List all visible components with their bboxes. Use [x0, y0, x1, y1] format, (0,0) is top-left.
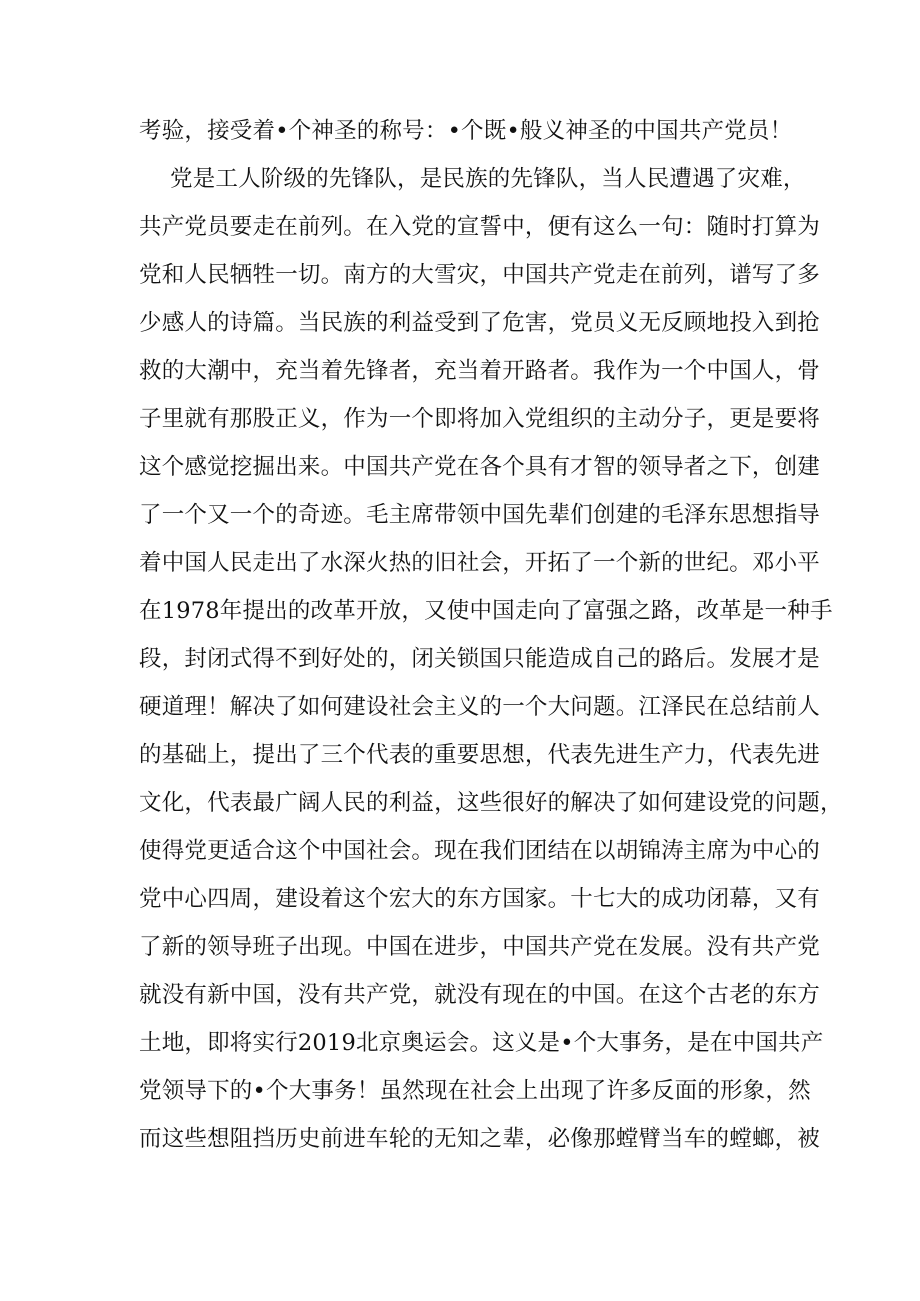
- text-line: 这个感觉挖掘出来。中国共产党在各个具有才智的领导者之下，创建: [139, 454, 821, 480]
- text-line: 段，封闭式得不到好处的，闭关锁国只能造成自己的路后。发展才是: [139, 646, 821, 672]
- text-line: 就没有新中国，没有共产党，就没有现在的中国。在这个古老的东方: [139, 982, 821, 1008]
- text-line: 的基础上，提出了三个代表的重要思想，代表先进生产力，代表先进: [139, 742, 821, 768]
- text-line: 使得党更适合这个中国社会。现在我们团结在以胡锦涛主席为中心的: [139, 838, 821, 864]
- text-line: 救的大潮中，充当着先锋者，充当着开路者。我作为一个中国人，骨: [139, 358, 821, 384]
- text-line: 文化，代表最广阔人民的利益，这些很好的解决了如何建设党的问题，: [139, 790, 843, 816]
- text-line: 党领导下的•个大事务！虽然现在社会上出现了许多反面的形象，然: [139, 1078, 811, 1104]
- text-line: 考验，接受着•个神圣的称号：•个既•般义神圣的中国共产党员！: [139, 118, 793, 144]
- text-line: 而这些想阻挡历史前进车轮的无知之辈，必像那螳臂当车的螳螂，被: [139, 1126, 821, 1152]
- text-line: 少感人的诗篇。当民族的利益受到了危害，党员义无反顾地投入到抢: [139, 310, 821, 336]
- paragraph-first-line: 党是工人阶级的先锋队，是民族的先锋队，当人民遭遇了灾难，: [170, 166, 806, 192]
- text-line: 党中心四周，建设着这个宏大的东方国家。十七大的成功闭幕，又有: [139, 886, 821, 912]
- text-line: 共产党员要走在前列。在入党的宣誓中，便有这么一句：随时打算为: [139, 214, 821, 240]
- text-line: 在1978年提出的改革开放，又使中国走向了富强之路，改革是一种手: [139, 598, 833, 624]
- text-line: 着中国人民走出了水深火热的旧社会，开拓了一个新的世纪。邓小平: [139, 550, 821, 576]
- text-line: 硬道理！解决了如何建设社会主义的一个大问题。江泽民在总结前人: [139, 694, 821, 720]
- text-line: 了一个又一个的奇迹。毛主席带领中国先辈们创建的毛泽东思想指导: [139, 502, 821, 528]
- text-line: 土地，即将实行2019北京奥运会。这义是•个大事务，是在中国共产: [139, 1030, 824, 1056]
- text-line: 党和人民牺牲一切。南方的大雪灾，中国共产党走在前列，谱写了多: [139, 262, 821, 288]
- text-line: 了新的领导班子出现。中国在进步，中国共产党在发展。没有共产党: [139, 934, 821, 960]
- text-line: 子里就有那股正义，作为一个即将加入党组织的主动分子，更是要将: [139, 406, 821, 432]
